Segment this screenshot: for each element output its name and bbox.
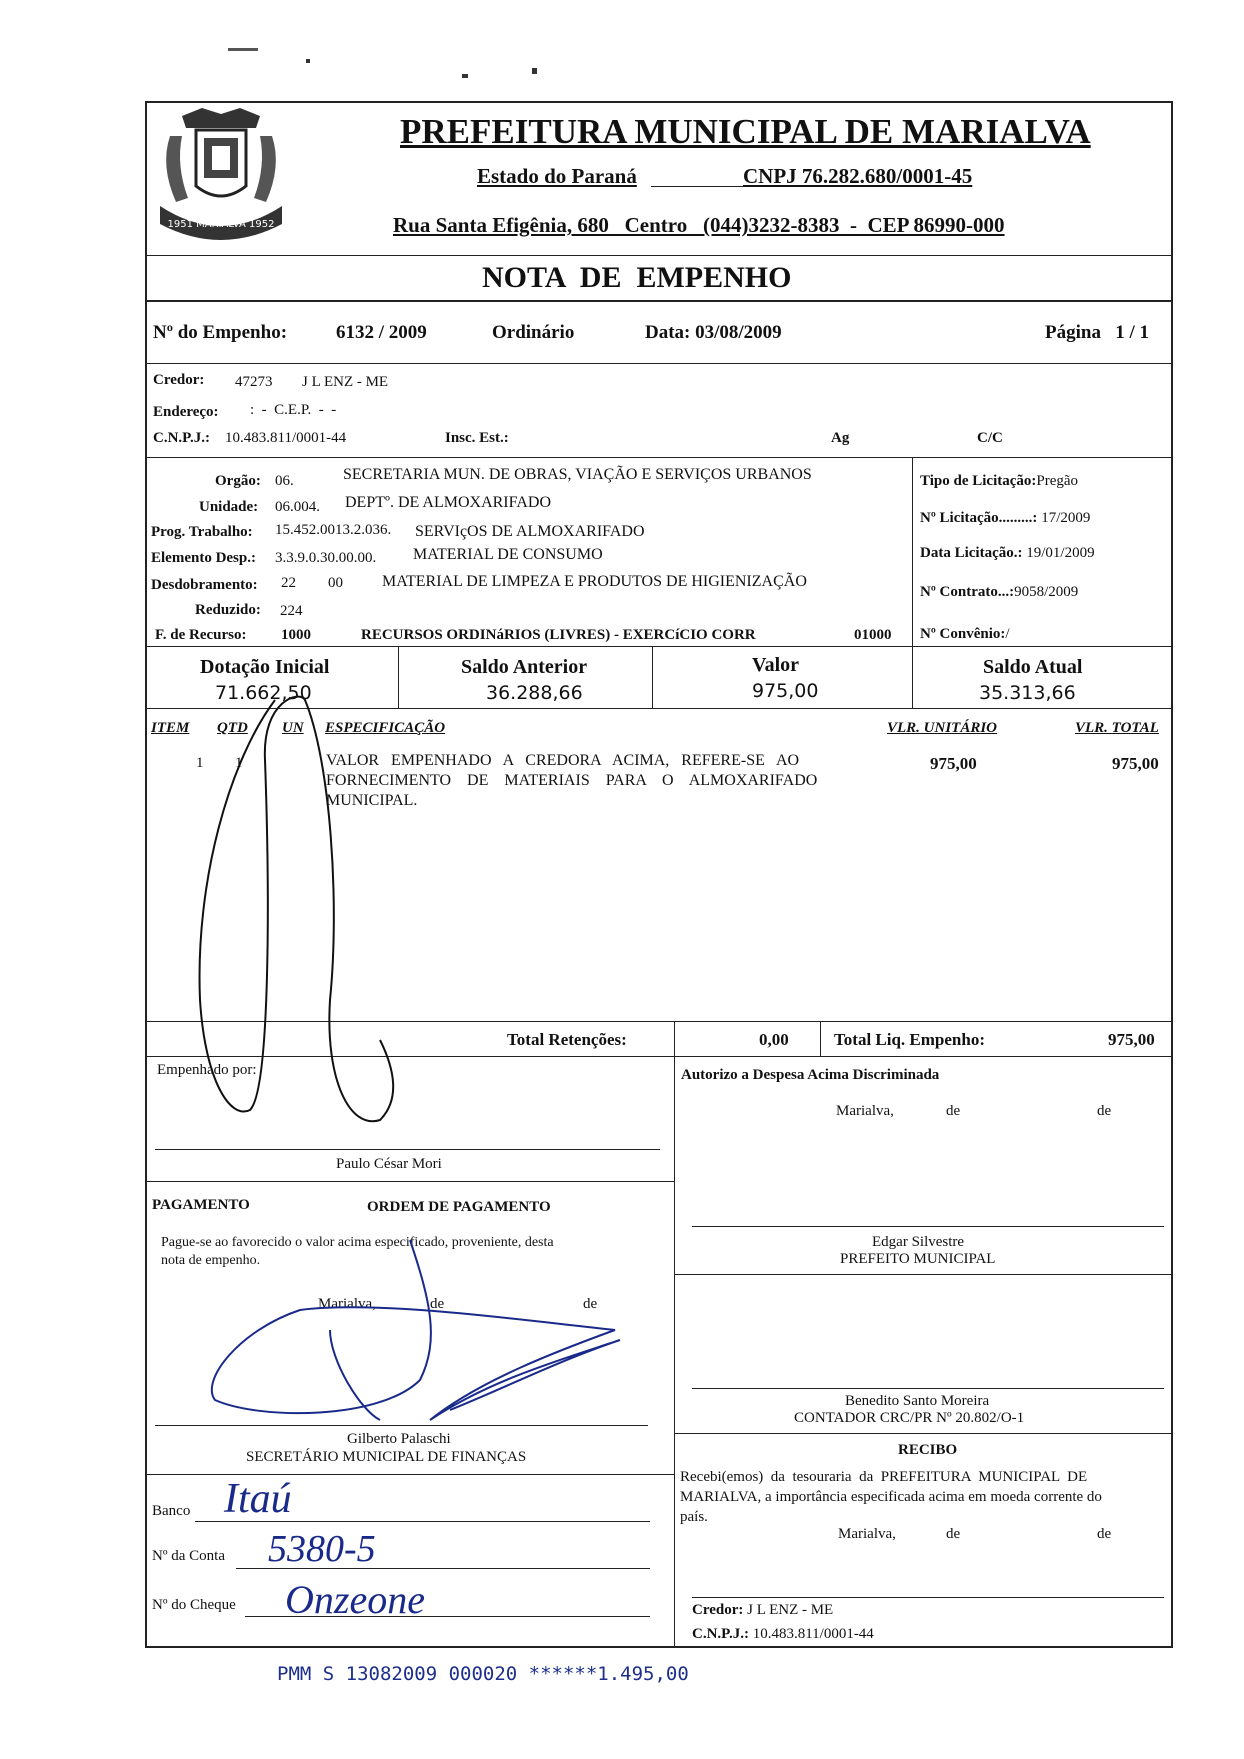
total-retencoes-value: 0,00: [759, 1030, 789, 1049]
credor-label: Credor:: [153, 372, 205, 388]
recibo-cnpj-label: C.N.P.J.:: [692, 1626, 749, 1642]
row-item: 1: [196, 755, 204, 771]
data-licitacao-label: Data Licitação.:: [920, 545, 1023, 561]
valor-label: Valor: [752, 654, 800, 676]
cheque-label: Nº do Cheque: [152, 1597, 236, 1613]
header-state: Estado do Paraná: [477, 164, 637, 188]
row-spec-line3: MUNICIPAL.: [326, 792, 418, 809]
elem-label: Elemento Desp.:: [151, 550, 256, 566]
divider: [145, 363, 1173, 364]
empenho-num-value: 6132 / 2009: [336, 322, 427, 343]
header-address: Rua Santa Efigênia, 680 Centro (044)3232-8383 - CEP 86990-000: [393, 213, 1005, 237]
pagamento-text2: nota de empenho.: [161, 1253, 261, 1268]
cnpj-label: C.N.P.J.:: [153, 430, 210, 446]
col-un: UN: [282, 720, 304, 736]
handwritten-banco: Itaú: [224, 1476, 292, 1522]
credor-code: 47273: [235, 374, 273, 390]
divider: [820, 1021, 821, 1056]
conta-label: Nº da Conta: [152, 1548, 225, 1564]
convenio-value: /: [1005, 626, 1010, 642]
endereco-value: : - C.E.P. - -: [250, 402, 337, 418]
page-title: PREFEITURA MUNICIPAL DE MARIALVA: [400, 112, 1091, 151]
desd-label: Desdobramento:: [151, 577, 258, 593]
empenho-page: Página 1 / 1: [1045, 322, 1149, 343]
col-qtd: QTD: [217, 720, 248, 736]
autorizo-de1: de: [946, 1103, 961, 1119]
desd-code2: 00: [328, 575, 343, 591]
mechanical-stamp: PMM S 13082009 000020 ******1.495,00: [277, 1663, 689, 1685]
elem-code: 3.3.9.0.30.00.00.: [275, 550, 377, 566]
divider: [674, 1433, 1173, 1434]
divider: [652, 646, 653, 708]
secretario-role: SECRETÁRIO MUNICIPAL DE FINANÇAS: [246, 1449, 527, 1465]
recibo-text1: Recebi(emos) da tesouraria da PREFEITURA MUNICIPAL DE: [680, 1469, 1088, 1485]
elem-desc: MATERIAL DE CONSUMO: [413, 546, 603, 563]
recibo-de2: de: [1097, 1526, 1112, 1542]
contador-name: Benedito Santo Moreira: [845, 1393, 990, 1409]
handwritten-conta: 5380-5: [268, 1528, 376, 1570]
unidade-code: 06.004.: [275, 499, 320, 515]
recibo-de1: de: [946, 1526, 961, 1542]
num-licitacao-label: Nº Licitação.........:: [920, 510, 1038, 526]
banco-label: Banco: [152, 1503, 191, 1519]
scan-speck: [306, 59, 310, 63]
autorizo-city: Marialva,: [836, 1103, 894, 1119]
tipo-licitacao-value: Pregão: [1036, 473, 1079, 489]
num-licitacao-value: 17/2009: [1037, 510, 1091, 526]
scan-speck: [532, 68, 537, 74]
prog-code: 15.452.0013.2.036.: [275, 522, 392, 538]
pagamento-label: PAGAMENTO: [152, 1197, 250, 1213]
recibo-credor-label: Credor:: [692, 1602, 744, 1618]
signature-line: [692, 1388, 1164, 1389]
divider: [145, 300, 1173, 302]
reduz-label: Reduzido:: [195, 602, 261, 618]
pagamento-de2: de: [583, 1296, 598, 1312]
contrato-value: 9058/2009: [1014, 584, 1079, 600]
row-unit-value: 975,00: [930, 754, 977, 773]
ag-label: Ag: [831, 430, 850, 446]
row-total-value: 975,00: [1112, 754, 1159, 773]
doc-title: NOTA DE EMPENHO: [482, 261, 792, 294]
empenho-type: Ordinário: [492, 322, 575, 343]
row-qtd: 1: [235, 755, 243, 771]
prefeito-role: PREFEITO MUNICIPAL: [840, 1251, 996, 1267]
fonte-num: 01000: [854, 627, 892, 643]
col-item: ITEM: [151, 720, 190, 736]
unidade-desc: DEPTº. DE ALMOXARIFADO: [345, 494, 551, 511]
divider: [674, 1274, 1173, 1275]
crest-icon: [152, 106, 290, 256]
contador-role: CONTADOR CRC/PR Nº 20.802/O-1: [794, 1410, 1025, 1426]
header-underline: [651, 186, 743, 187]
row-spec-line2: FORNECIMENTO DE MATERIAIS PARA O ALMOXARIFADO: [326, 772, 818, 789]
prog-label: Prog. Trabalho:: [151, 524, 253, 540]
recibo-cnpj-value: 10.483.811/0001-44: [752, 1626, 874, 1642]
divider: [145, 457, 1173, 458]
desd-desc: MATERIAL DE LIMPEZA E PRODUTOS DE HIGIENIZAÇÃO: [382, 573, 807, 590]
saldo-anterior-value: 36.288,66: [486, 682, 583, 704]
scan-speck: [462, 74, 468, 78]
divider: [912, 646, 913, 708]
saldo-anterior-label: Saldo Anterior: [461, 656, 588, 678]
signature-line: [692, 1226, 1164, 1227]
orgao-code: 06.: [275, 473, 294, 489]
contrato-label: Nº Contrato...:: [920, 584, 1015, 600]
scan-speck: [228, 48, 258, 51]
divider: [145, 708, 1173, 709]
cc-label: C/C: [977, 430, 1003, 446]
recibo-text2: MARIALVA, a importância especificada acima em moeda corrente do: [680, 1489, 1102, 1505]
fonte-desc: RECURSOS ORDINáRIOS (LIVRES) - EXERCíCIO CORR: [361, 627, 756, 643]
empenhado-label: Empenhado por:: [157, 1062, 257, 1078]
fonte-code: 1000: [281, 627, 311, 643]
empenhado-name: Paulo César Mori: [336, 1156, 442, 1172]
divider: [145, 646, 1173, 647]
autorizo-label: Autorizo a Despesa Acima Discriminada: [681, 1067, 940, 1083]
divider: [145, 1021, 1173, 1022]
col-spec: ESPECIFICAÇÃO: [325, 720, 446, 736]
secretario-name: Gilberto Palaschi: [347, 1431, 451, 1447]
signature-line: [692, 1597, 1164, 1598]
empenho-date: Data: 03/08/2009: [645, 322, 782, 343]
signature-line: [155, 1425, 648, 1426]
cnpj-value: 10.483.811/0001-44: [225, 430, 347, 446]
total-retencoes-label: Total Retenções:: [507, 1030, 627, 1049]
recibo-text3: país.: [680, 1509, 708, 1525]
signature-line: [155, 1149, 660, 1150]
dotacao-value: 71.662,50: [215, 682, 312, 704]
desd-code1: 22: [281, 575, 296, 591]
crest-text: 1951 MARIALVA 1952: [167, 219, 275, 230]
divider: [145, 1056, 1173, 1057]
insc-label: Insc. Est.:: [445, 430, 509, 446]
recibo-label: RECIBO: [898, 1442, 958, 1458]
col-unit-value: VLR. UNITÁRIO: [887, 720, 998, 736]
valor-value: 975,00: [752, 680, 819, 702]
dotacao-label: Dotação Inicial: [200, 656, 330, 678]
orgao-label: Orgão:: [215, 473, 261, 489]
prefeito-name: Edgar Silvestre: [872, 1234, 965, 1250]
saldo-atual-value: 35.313,66: [979, 682, 1076, 704]
divider: [398, 646, 399, 708]
tipo-licitacao-label: Tipo de Licitação:: [920, 473, 1037, 489]
recibo-credor-value: J L ENZ - ME: [747, 1602, 834, 1618]
data-licitacao-value: 19/01/2009: [1022, 545, 1095, 561]
handwritten-cheque: Onzeone: [285, 1577, 425, 1622]
pagamento-city: Marialva,: [318, 1296, 376, 1312]
ordem-pagamento-label: ORDEM DE PAGAMENTO: [367, 1199, 551, 1215]
pagamento-de1: de: [430, 1296, 445, 1312]
empenho-num-label: Nº do Empenho:: [153, 322, 288, 343]
divider: [145, 255, 1173, 256]
convenio-label: Nº Convênio:: [920, 626, 1006, 642]
divider: [912, 457, 913, 646]
divider: [674, 1021, 675, 1056]
divider: [145, 1181, 675, 1182]
unidade-label: Unidade:: [199, 499, 259, 515]
fonte-label: F. de Recurso:: [155, 627, 247, 643]
col-total-value: VLR. TOTAL: [1075, 720, 1159, 736]
orgao-desc: SECRETARIA MUN. DE OBRAS, VIAÇÃO E SERVIÇOS URBANOS: [343, 466, 812, 483]
divider: [145, 1474, 675, 1475]
reduz-value: 224: [280, 603, 303, 619]
divider: [674, 1056, 675, 1648]
prog-desc: SERVIçOS DE ALMOXARIFADO: [415, 523, 645, 540]
row-spec-line1: VALOR EMPENHADO A CREDORA ACIMA, REFERE-SE AO: [326, 752, 800, 769]
header-cnpj: CNPJ 76.282.680/0001-45: [743, 164, 973, 188]
recibo-city: Marialva,: [838, 1526, 896, 1542]
credor-name: J L ENZ - ME: [302, 374, 389, 390]
pagamento-text1: Pague-se ao favorecido o valor acima especificado, proveniente, desta: [161, 1235, 554, 1250]
total-liq-label: Total Liq. Empenho:: [834, 1030, 985, 1049]
saldo-atual-label: Saldo Atual: [983, 656, 1083, 678]
total-liq-value: 975,00: [1108, 1030, 1155, 1049]
endereco-label: Endereço:: [153, 404, 219, 420]
autorizo-de2: de: [1097, 1103, 1112, 1119]
